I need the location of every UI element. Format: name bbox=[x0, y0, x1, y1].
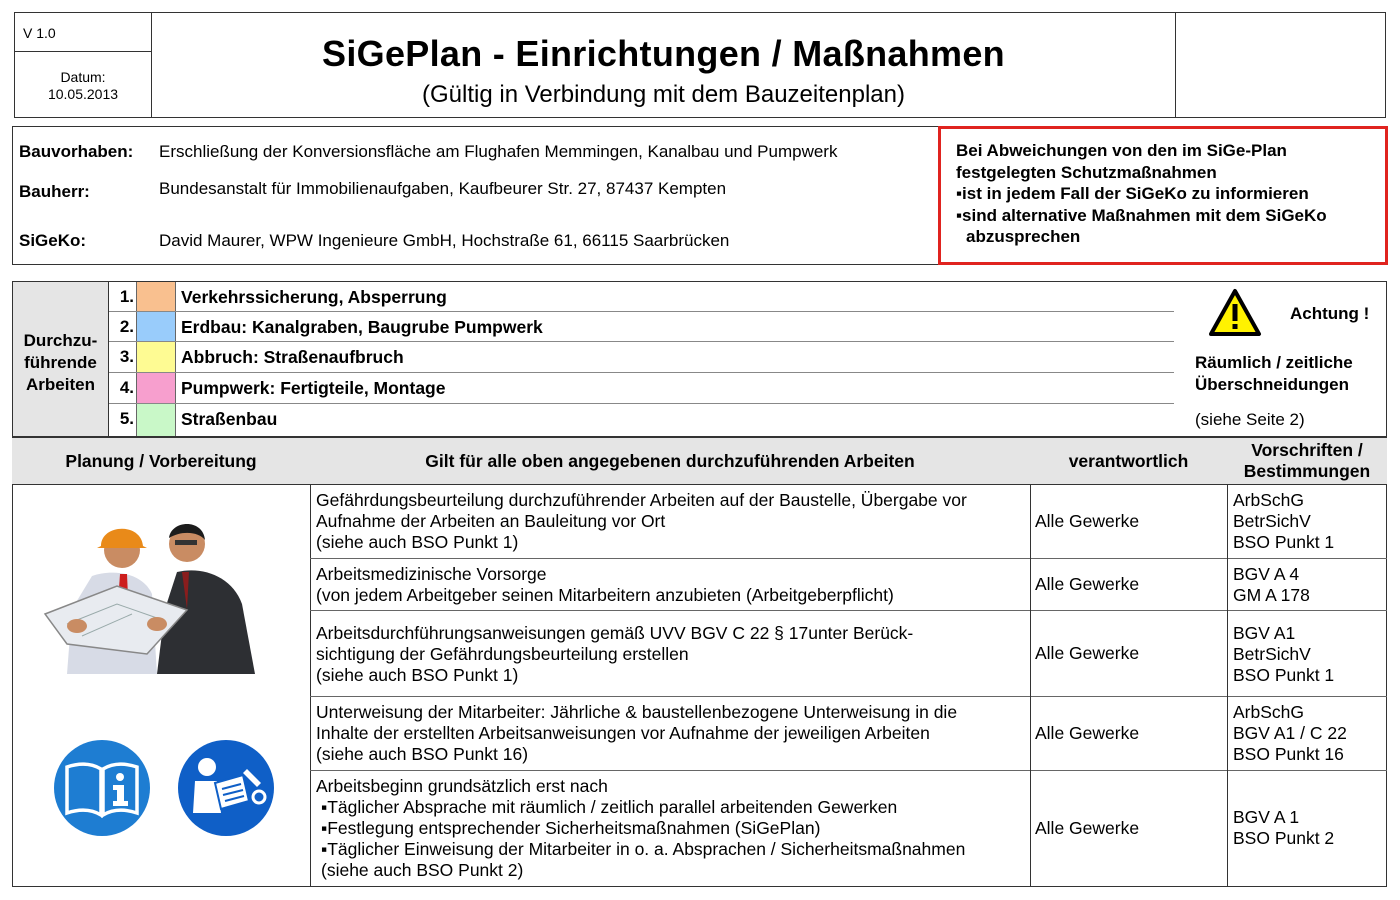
work-item-label: Straßenbau bbox=[181, 409, 278, 429]
regulation-text: BetrSichV bbox=[1233, 644, 1311, 664]
work-item-label: Pumpwerk: Fertigteile, Montage bbox=[181, 378, 446, 398]
row-text: Arbeitsdurchführungsanweisungen gemäß UVV BGV C 22 § 17unter Berück- bbox=[316, 623, 914, 643]
table-row-regulations bbox=[1227, 696, 1387, 771]
table-row-regulations bbox=[1227, 770, 1387, 887]
row-text: (siehe auch BSO Punkt 1) bbox=[316, 665, 519, 685]
date-label: Datum: bbox=[60, 69, 106, 85]
table-row-responsible: Alle Gewerke bbox=[1030, 558, 1228, 611]
works-label-line3: Arbeiten bbox=[26, 375, 95, 394]
regulation-text: BSO Punkt 16 bbox=[1233, 744, 1344, 764]
row-text: (siehe auch BSO Punkt 16) bbox=[316, 744, 529, 764]
row-text: sichtigung der Gefährdungsbeurteilung erstellen bbox=[316, 644, 689, 664]
table-row-description bbox=[310, 770, 1031, 887]
page-title: SiGePlan - Einrichtungen / Maßnahmen bbox=[322, 33, 1005, 74]
version-label: V 1.0 bbox=[23, 25, 56, 41]
row-bullet-text: Täglicher Absprache mit räumlich / zeitlich parallel arbeitenden Gewerken bbox=[327, 797, 898, 817]
table-row-description bbox=[310, 484, 1031, 559]
regulation-text: BSO Punkt 2 bbox=[1233, 828, 1335, 848]
project-info bbox=[12, 126, 941, 265]
work-item bbox=[109, 342, 1174, 373]
read-instructions-icon bbox=[177, 739, 275, 837]
sigeko-label: SiGeKo: bbox=[19, 231, 87, 250]
warning-bullet1: ▪ist in jedem Fall der SiGeKo zu informieren bbox=[956, 184, 1309, 203]
table-row-regulations bbox=[1227, 558, 1387, 611]
row-bullet-text: Täglicher Einweisung der Mitarbeiter in o. a. Absprachen / Sicherheitsmaßnahmen bbox=[327, 839, 966, 859]
table-row-description bbox=[310, 558, 1031, 611]
overlap-text bbox=[1195, 352, 1353, 396]
works-label-line2: führende bbox=[24, 353, 97, 372]
deviation-warning bbox=[938, 126, 1388, 265]
row-bullet-text: Festlegung entsprechender Sicherheitsmaßnahmen (SiGePlan) bbox=[327, 818, 821, 838]
work-item-number: 5. bbox=[109, 404, 137, 436]
regulation-text: BGV A 1 bbox=[1233, 807, 1300, 827]
work-color-swatch bbox=[137, 282, 176, 312]
warning-bullet1-text: ist in jedem Fall der SiGeKo zu informieren bbox=[962, 184, 1309, 203]
table-row-responsible: Alle Gewerke bbox=[1030, 610, 1228, 697]
work-item-label: Abbruch: Straßenaufbruch bbox=[181, 347, 404, 367]
regulation-text: BetrSichV bbox=[1233, 511, 1311, 531]
page-subtitle: (Gültig in Verbindung mit dem Bauzeitenplan) bbox=[422, 81, 905, 108]
table-row-responsible: Alle Gewerke bbox=[1030, 770, 1228, 887]
title-box bbox=[151, 12, 1176, 118]
regulation-text: GM A 178 bbox=[1233, 585, 1310, 605]
info-manual-icon bbox=[53, 739, 151, 837]
row-text: (siehe auch BSO Punkt 2) bbox=[321, 860, 524, 880]
regulation-text: BSO Punkt 1 bbox=[1233, 665, 1335, 685]
bauherr-value: Bundesanstalt für Immobilienaufgaben, Kaufbeurer Str. 27, 87437 Kempten bbox=[159, 179, 727, 198]
works-label-line1: Durchzu- bbox=[23, 331, 98, 350]
row-text: Inhalte der erstellten Arbeitsanweisungen vor Aufnahme der jeweiligen Arbeiten bbox=[316, 723, 930, 743]
table-row-regulations bbox=[1227, 610, 1387, 697]
sigeko-value: David Maurer, WPW Ingenieure GmbH, Hochstraße 61, 66115 Saarbrücken bbox=[159, 231, 730, 250]
see-page-2: (siehe Seite 2) bbox=[1195, 410, 1305, 429]
warning-bullet2: ▪sind alternative Maßnahmen mit dem SiGeKo bbox=[956, 205, 1327, 225]
row-bullet: ▪Täglicher Einweisung der Mitarbeiter in o. a. Absprachen / Sicherheitsmaßnahmen bbox=[321, 839, 966, 859]
work-item-number: 3. bbox=[109, 342, 137, 373]
overlap-line1: Räumlich / zeitliche bbox=[1195, 353, 1353, 372]
table-row-description bbox=[310, 610, 1031, 697]
work-item bbox=[109, 312, 1174, 342]
achtung-text: Achtung ! bbox=[1290, 304, 1370, 323]
table-row-description bbox=[310, 696, 1031, 771]
works-label bbox=[13, 282, 109, 436]
work-item-label: Verkehrssicherung, Absperrung bbox=[181, 287, 447, 307]
work-color-swatch bbox=[137, 404, 176, 436]
regulation-text: ArbSchG bbox=[1233, 702, 1304, 722]
work-item bbox=[109, 282, 1174, 312]
regulation-text: BGV A1 / C 22 bbox=[1233, 723, 1347, 743]
regulation-text: BGV A 4 bbox=[1233, 564, 1300, 584]
bauvorhaben-value: Erschließung der Konversionsfläche am Flughafen Memmingen, Kanalbau und Pumpwerk bbox=[159, 142, 838, 161]
col-header-responsible: verantwortlich bbox=[1030, 437, 1228, 485]
work-color-swatch bbox=[137, 373, 176, 404]
col-header-applies: Gilt für alle oben angegebenen durchzuführenden Arbeiten bbox=[310, 437, 1031, 485]
engineers-illustration-icon bbox=[37, 514, 267, 676]
row-text: Aufnahme der Arbeiten an Bauleitung vor Ort bbox=[316, 511, 666, 531]
regulation-text: ArbSchG bbox=[1233, 490, 1304, 510]
regulation-text: BSO Punkt 1 bbox=[1233, 532, 1335, 552]
warning-bullet2-text: sind alternative Maßnahmen mit dem SiGeKo bbox=[962, 205, 1327, 225]
header-empty-box bbox=[1175, 12, 1386, 118]
overlap-line2: Überschneidungen bbox=[1195, 375, 1349, 394]
work-item-label: Erdbau: Kanalgraben, Baugrube Pumpwerk bbox=[181, 317, 543, 337]
warning-line1: Bei Abweichungen von den im SiGe-Plan bbox=[956, 141, 1287, 160]
warning-triangle-icon bbox=[1208, 288, 1262, 338]
planning-illustrations bbox=[12, 484, 311, 887]
date-value: 10.05.2013 bbox=[47, 86, 119, 102]
warning-line2: festgelegten Schutzmaßnahmen bbox=[956, 162, 1217, 182]
row-bullet: ▪Täglicher Absprache mit räumlich / zeitlich parallel arbeitenden Gewerken bbox=[321, 797, 898, 817]
col-header-regulations bbox=[1227, 437, 1387, 485]
version-box bbox=[14, 12, 152, 52]
overlap-notice bbox=[1190, 288, 1385, 436]
row-text: Arbeitsmedizinische Vorsorge bbox=[316, 564, 547, 584]
bauherr-label: Bauherr: bbox=[19, 182, 90, 201]
table-row-responsible: Alle Gewerke bbox=[1030, 696, 1228, 771]
work-item bbox=[109, 404, 1174, 436]
work-item-number: 4. bbox=[109, 373, 137, 404]
row-bullet: ▪Festlegung entsprechender Sicherheitsmaßnahmen (SiGePlan) bbox=[321, 818, 821, 838]
row-text: Arbeitsbeginn grundsätzlich erst nach bbox=[316, 776, 608, 796]
work-item-number: 2. bbox=[109, 312, 137, 342]
warning-bullet2-cont: abzusprechen bbox=[966, 227, 1081, 246]
row-text: (siehe auch BSO Punkt 1) bbox=[316, 532, 519, 552]
date-box bbox=[14, 51, 152, 118]
work-item bbox=[109, 373, 1174, 404]
table-row-responsible: Alle Gewerke bbox=[1030, 484, 1228, 559]
work-item-number: 1. bbox=[109, 282, 137, 312]
row-text: (von jedem Arbeitgeber seinen Mitarbeitern anzubieten (Arbeitgeberpflicht) bbox=[316, 585, 894, 605]
regulation-text: BGV A1 bbox=[1233, 623, 1296, 643]
table-row-regulations bbox=[1227, 484, 1387, 559]
bauvorhaben-label: Bauvorhaben: bbox=[19, 142, 134, 161]
row-text: Gefährdungsbeurteilung durchzuführender Arbeiten auf der Baustelle, Übergabe vor bbox=[316, 490, 967, 510]
col-header-regulations-line2: Bestimmungen bbox=[1243, 461, 1371, 481]
row-text: Unterweisung der Mitarbeiter: Jährliche & baustellenbezogene Unterweisung in die bbox=[316, 702, 958, 722]
work-color-swatch bbox=[137, 312, 176, 342]
work-color-swatch bbox=[137, 342, 176, 373]
col-header-regulations-line1: Vorschriften / bbox=[1251, 440, 1363, 460]
col-header-planung: Planung / Vorbereitung bbox=[12, 437, 311, 485]
